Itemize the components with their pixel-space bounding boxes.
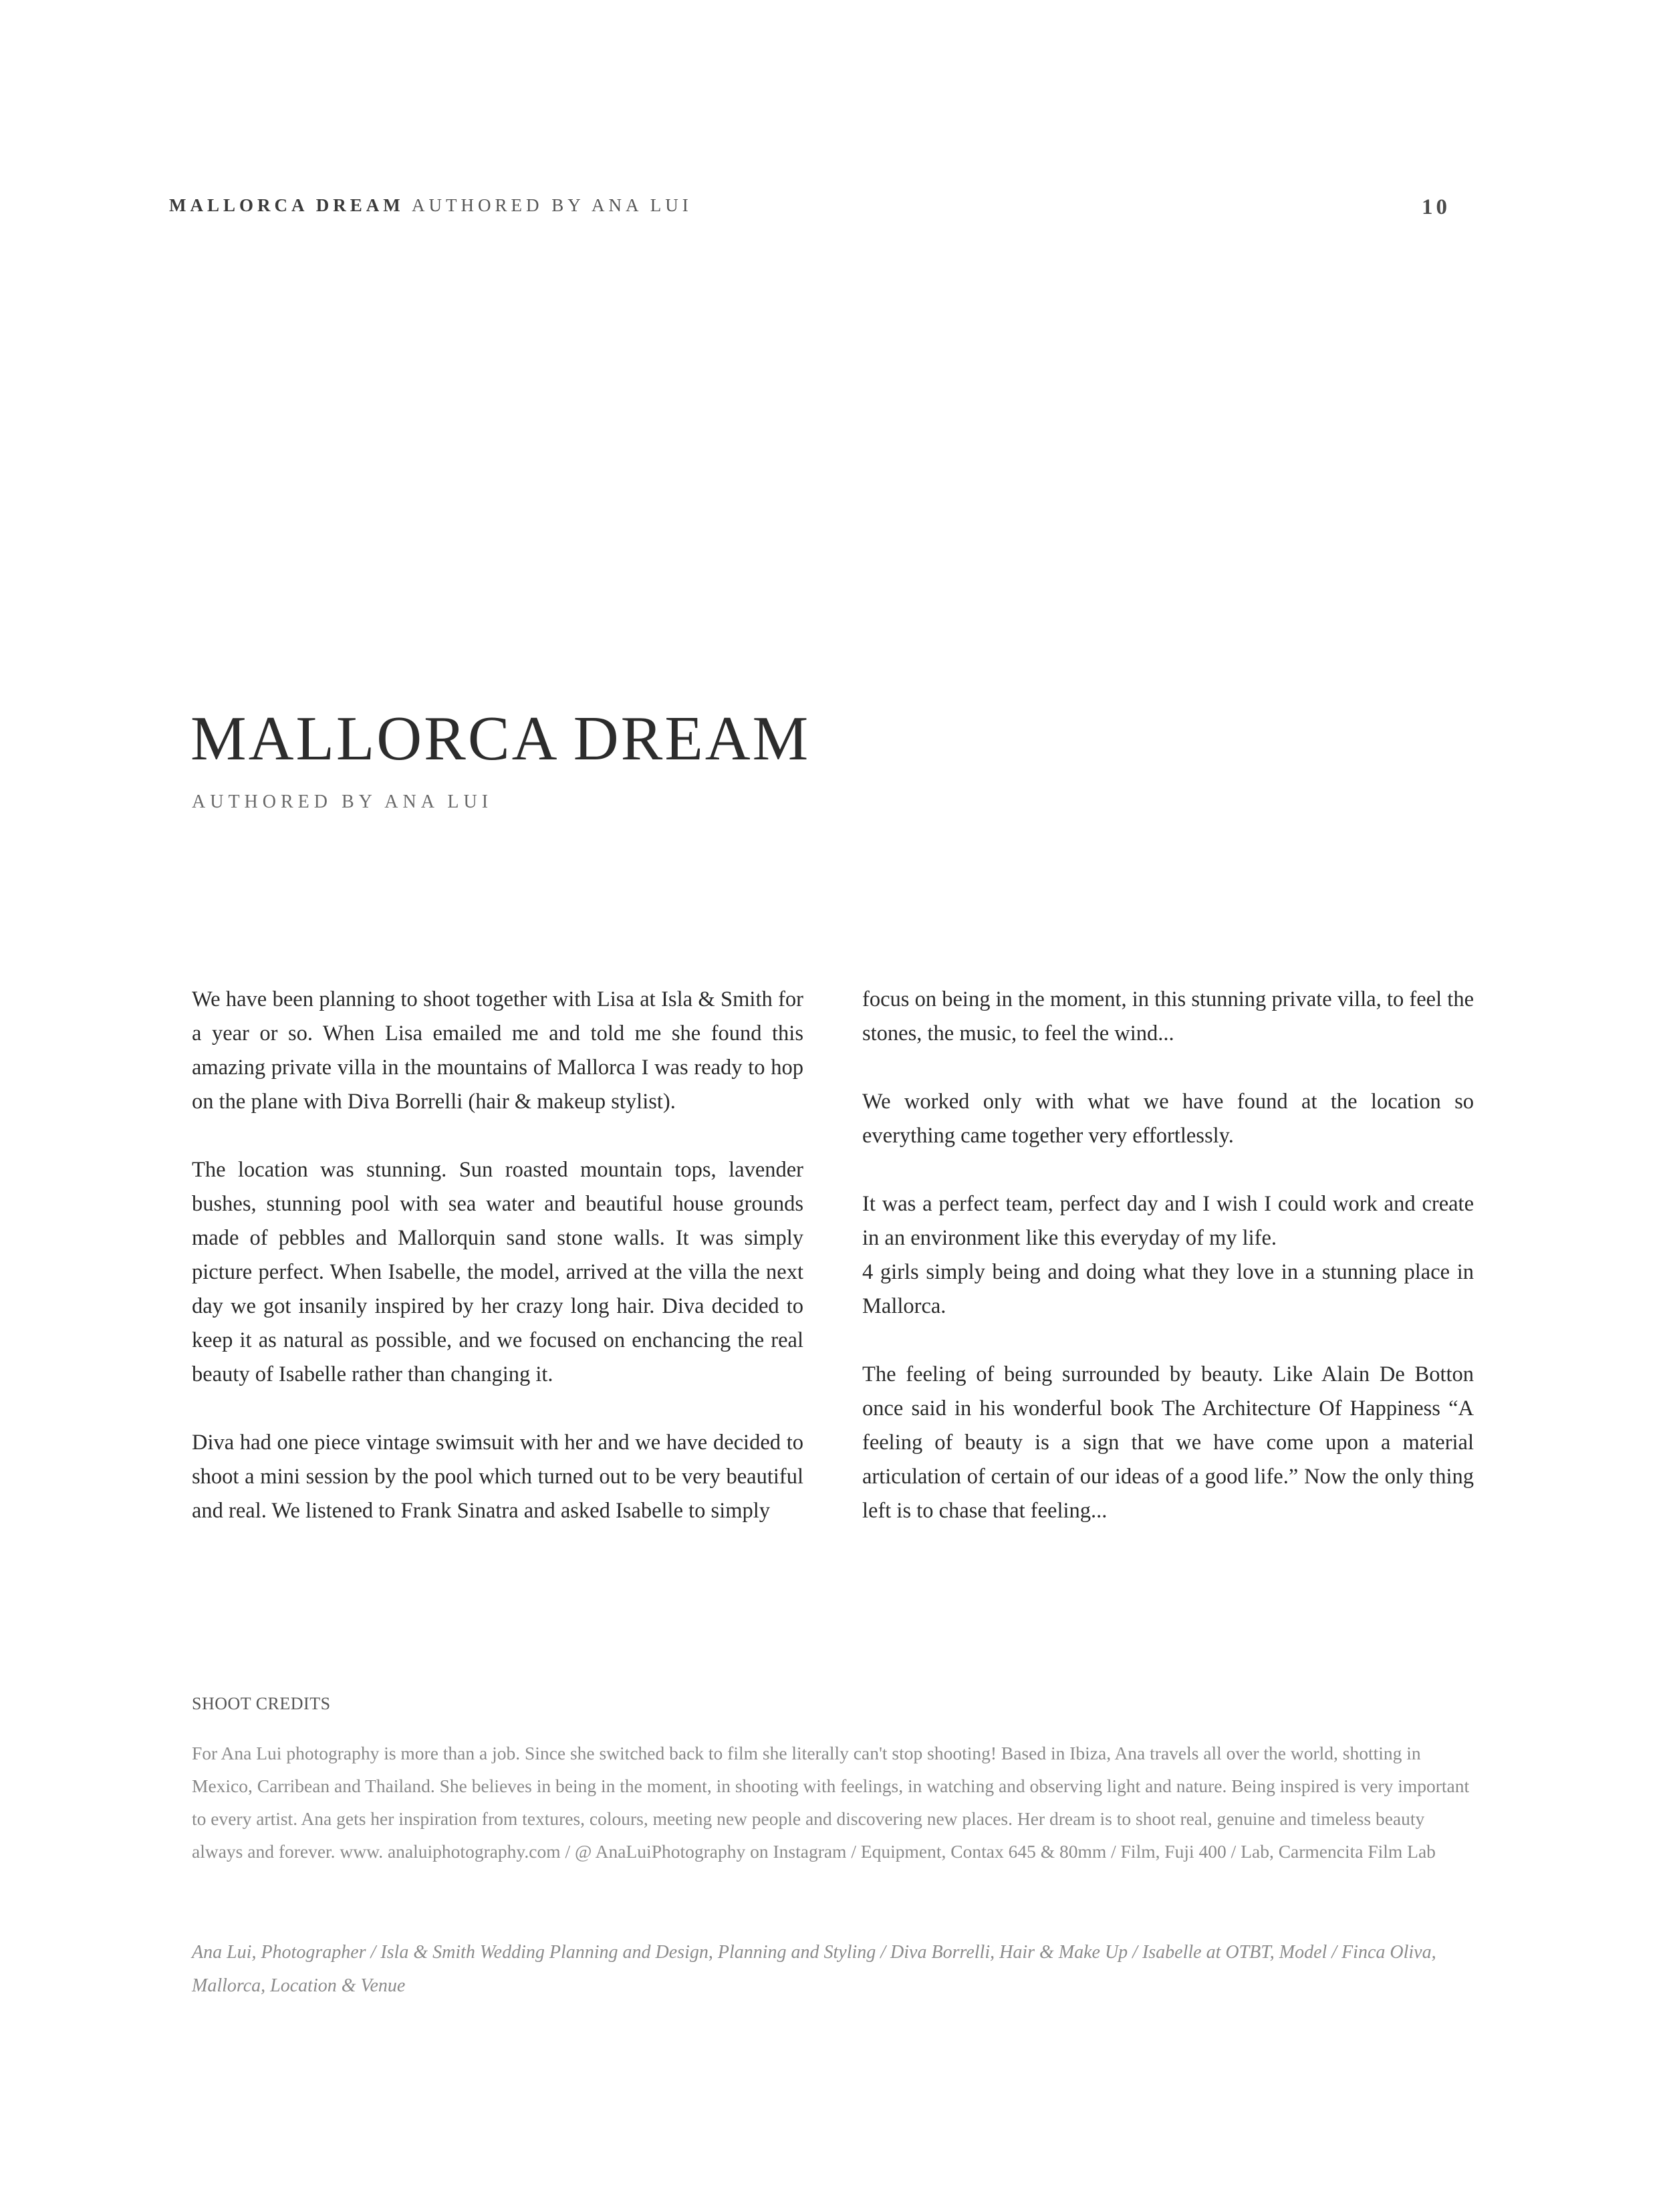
paragraph: Diva had one piece vintage swimsuit with her and we have decided to shoot a mini session by the pool which turned out to be very beautiful and real. We listened to Frank Sinatra and asked Isabelle to simply	[192, 1431, 803, 1523]
credits-body: For Ana Lui photography is more than a job. Since she switched back to film she literally can't stop shooting! Based in Ibiza, Ana travels all over the world, shotting in Mexico, Carribean and Thailand. She believes in being in the moment, in shooting with feelings, in watching and observing light and nature. Being inspired is very important to every artist. Ana gets her inspiration from textures, colours, meeting new people and discovering new places. Her dream is to shoot real, genuine and timeless beauty always and forever. www. analuiphotography.com / @ AnaLuiPhotography on Instagram / Equipment, Contax 645 & 80mm / Film, Fuji 400 / Lab, Carmencita Film Lab	[192, 1743, 1470, 1862]
running-header-author: AUTHORED BY ANA LUI	[412, 195, 692, 215]
article-left-column	[192, 983, 803, 1562]
article-subtitle: AUTHORED BY ANA LUI	[192, 791, 493, 812]
page-number: 10	[1422, 195, 1450, 219]
paragraph: We worked only with what we have found at the location so everything came together very effortlessly.	[862, 1090, 1474, 1148]
paragraph: focus on being in the moment, in this stunning private villa, to feel the stones, the music, to feel the wind...	[862, 987, 1474, 1046]
article-right-column	[862, 983, 1474, 1562]
credits-names: Ana Lui, Photographer / Isla & Smith Wedding Planning and Design, Planning and Styling / Diva Borrelli, Hair & Make Up / Isabelle at OTBT, Model / Finca Oliva, Mallorca, Location & Venue	[192, 1942, 1436, 1996]
article-title: MALLORCA DREAM	[190, 704, 811, 773]
paragraph: The location was stunning. Sun roasted mountain tops, lavender bushes, stunning pool with sea water and beautiful house grounds made of pebbles and Mallorquin sand stone walls. It was simply picture perfect. When Isabelle, the model, arrived at the villa the next day we got insanily inspired by her crazy long hair. Diva decided to keep it as natural as possible, and we focused on enchancing the real beauty of Isabelle rather than changing it.	[192, 1158, 803, 1386]
paragraph: We have been planning to shoot together with Lisa at Isla & Smith for a year or so. When Lisa emailed me and told me she found this amazing private villa in the mountains of Mallorca I was ready to hop on the plane with Diva Borrelli (hair & makeup stylist).	[192, 987, 803, 1114]
paragraph: It was a perfect team, perfect day and I wish I could work and create in an environment like this everyday of my life.	[862, 1192, 1474, 1250]
paragraph: The feeling of being surrounded by beauty. Like Alain De Botton once said in his wonderful book The Architecture Of Happiness “A feeling of beauty is a sign that we have come upon a material articulation of certain of our ideas of a good life.” Now the only thing left is to chase that feeling...	[862, 1362, 1474, 1523]
running-header	[169, 195, 692, 216]
running-header-title: MALLORCA DREAM	[169, 195, 404, 215]
credits-heading: SHOOT CREDITS	[192, 1694, 331, 1713]
paragraph: 4 girls simply being and doing what they love in a stunning place in Mallorca.	[862, 1260, 1474, 1318]
